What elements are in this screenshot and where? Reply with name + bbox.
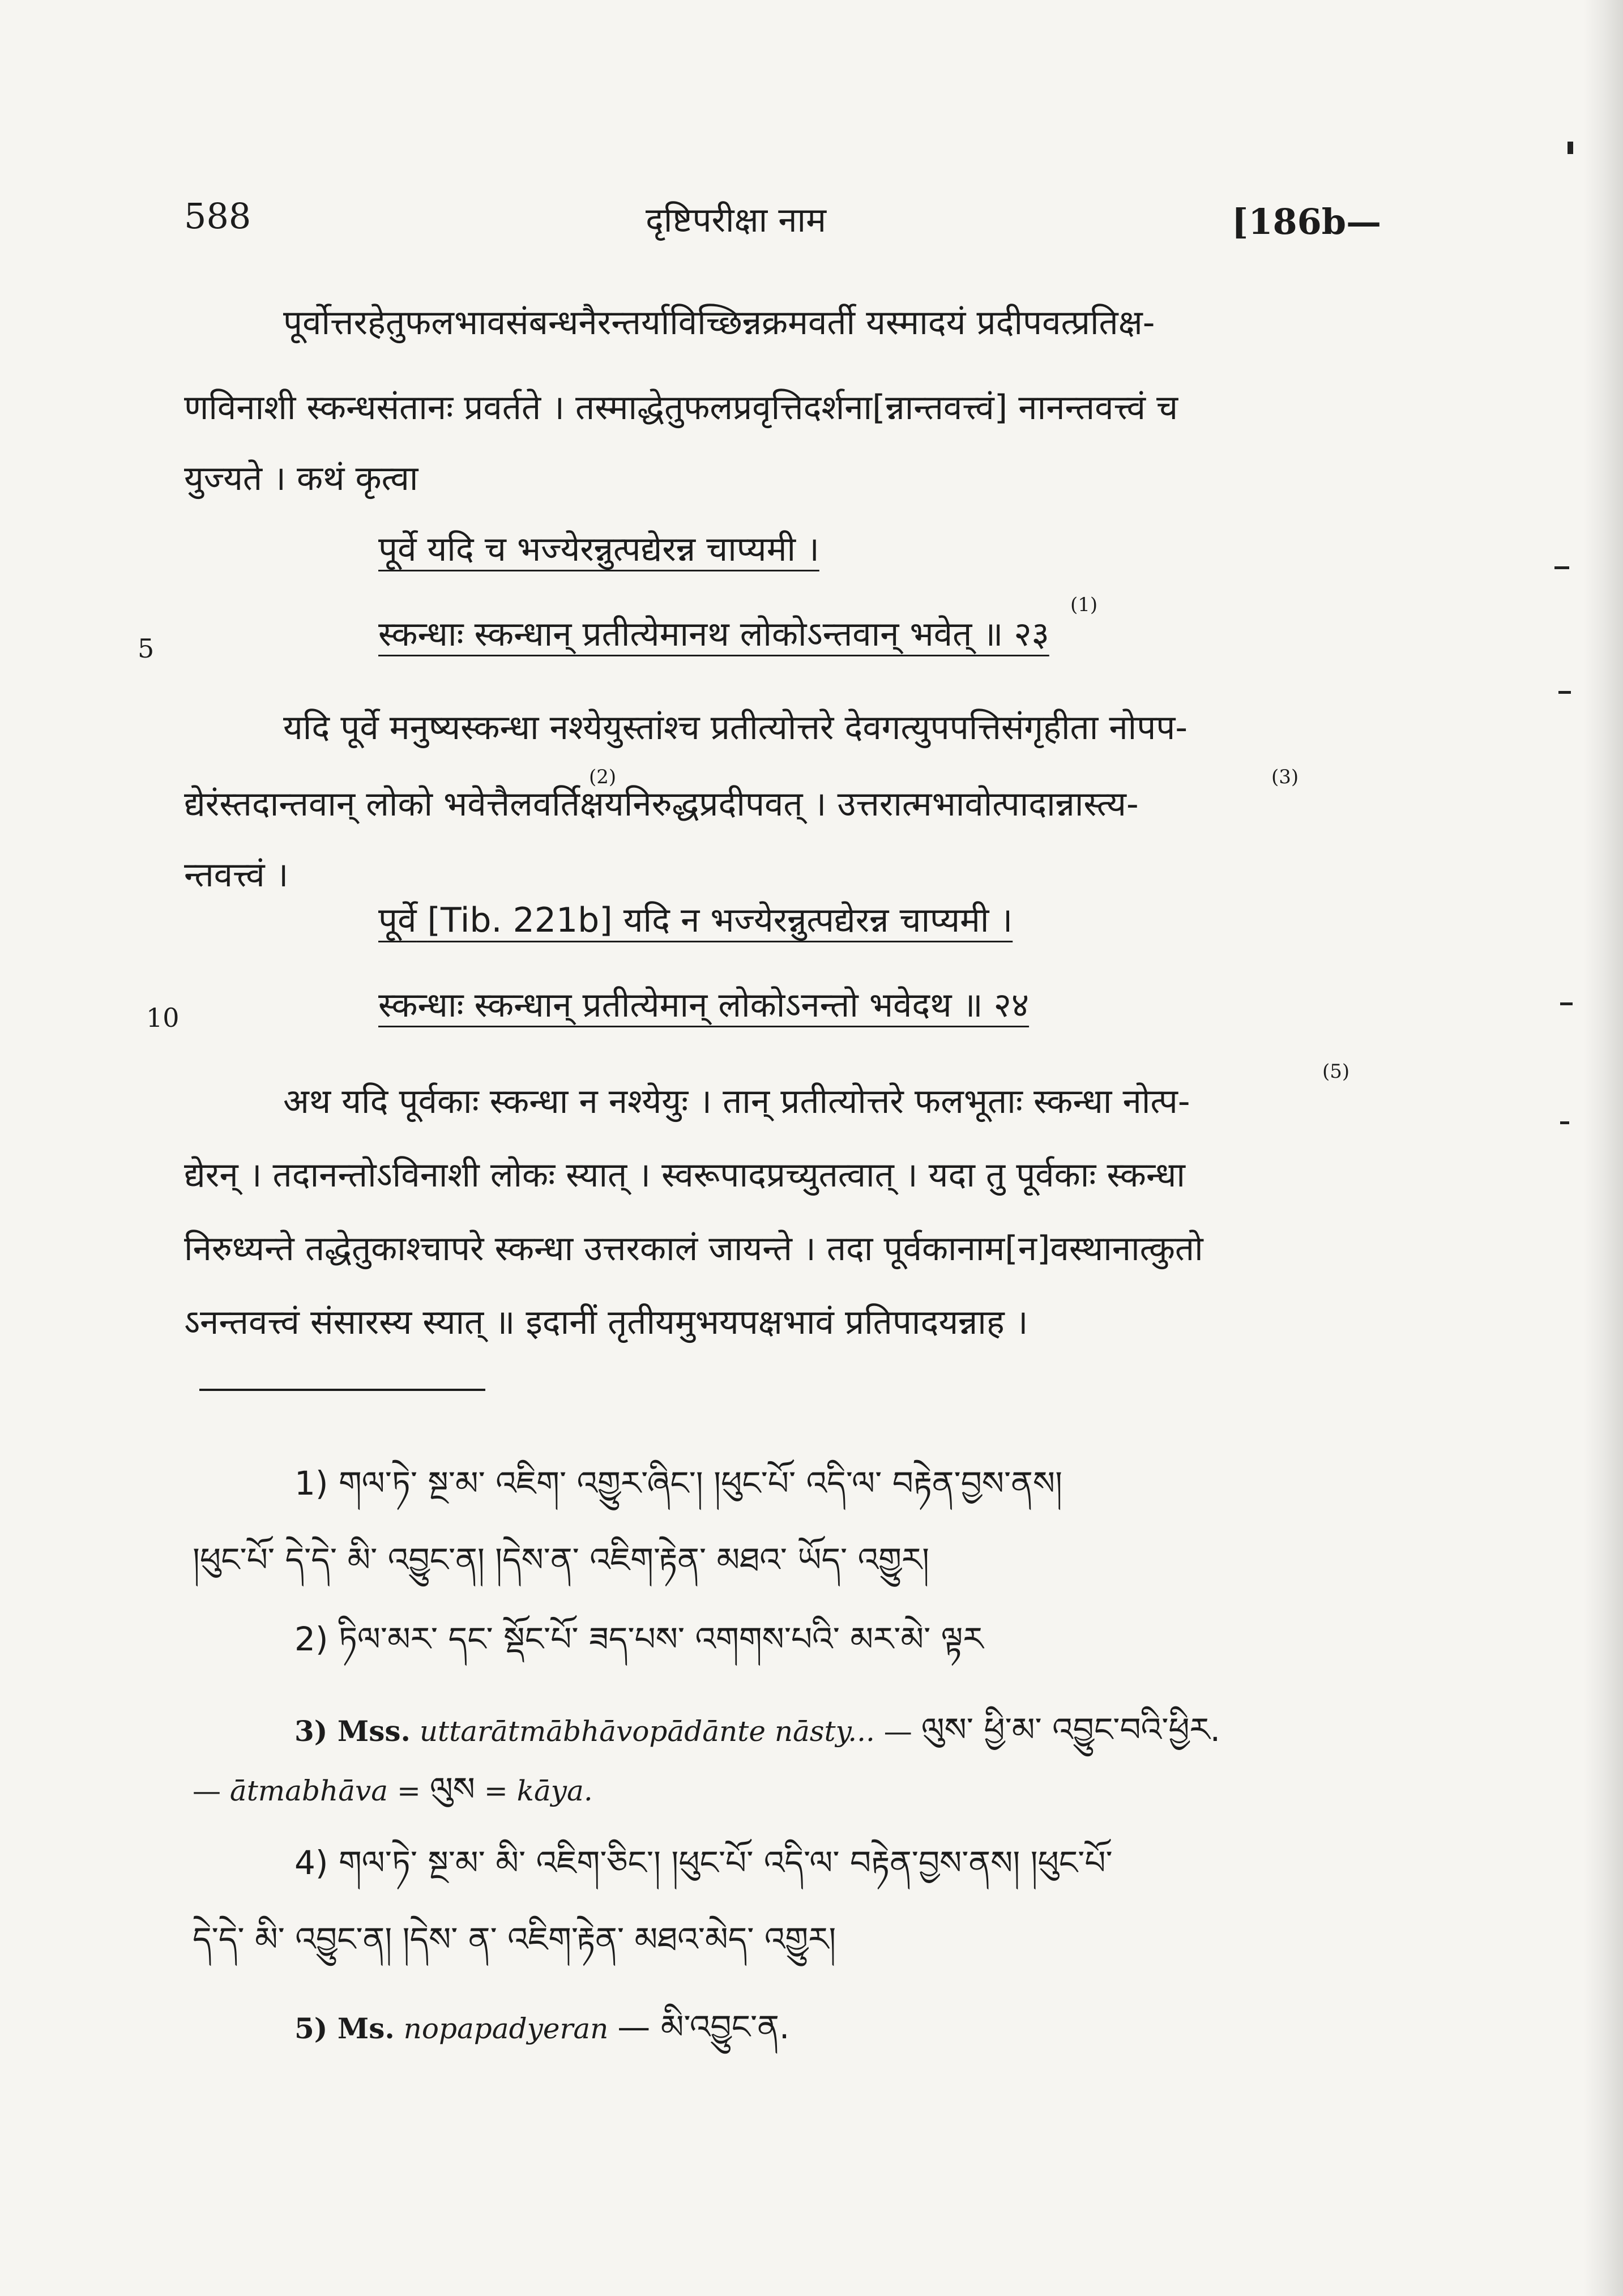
- footnote-3-term: kāya.: [516, 1774, 593, 1807]
- verse-lead-word: पूर्वे: [378, 901, 417, 940]
- line-number-5: 5: [138, 633, 155, 664]
- verse-line: पूर्वे यदि च भज्येरन्नुत्पद्येरन्न चाप्यमी ।: [378, 530, 819, 569]
- footnote-3-reading: uttarātmābhāvopādānte nāsty...: [419, 1715, 875, 1748]
- margin-mark: [1560, 1121, 1569, 1124]
- margin-mark: [1560, 1002, 1573, 1005]
- footnote-3-equals: =: [484, 1774, 508, 1807]
- body-line: द्येरन् । तदानन्तोऽविनाशी लोकः स्यात् । स्वरूपादप्रच्युतत्वात् । यदा तु पूर्वकाः स्कन्धा: [184, 1155, 1185, 1195]
- verse-line: [378, 901, 1013, 940]
- body-line: द्येरंस्तदान्तवान् लोको भवेत्तैलवर्तिक्षयनिरुद्धप्रदीपवत् । उत्तरात्मभावोत्पादान्नास्त्य-: [184, 784, 1139, 824]
- superscript-note-1: (1): [1070, 594, 1098, 616]
- margin-mark: [1568, 142, 1573, 154]
- margin-mark: [1554, 566, 1569, 569]
- footnote-1-line: །ཕུང་པོ་ དེ་དེ་ མི་ འབྱུང་ན། །དེས་ན་ འཇིག་རྟེན་ མཐའ་ ཡོད་ འགྱུར།: [193, 1540, 930, 1579]
- footnote-3-tibetan-term: ལུས: [429, 1770, 475, 1808]
- superscript-note-2: (2): [589, 766, 617, 788]
- superscript-note-5: (5): [1322, 1060, 1350, 1083]
- verse-line: स्कन्धाः स्कन्धान् प्रतीत्येमानथ लोकोऽन्तवान् भवेत् ॥ २३: [378, 614, 1049, 654]
- scan-edge-shadow: [1583, 0, 1623, 2296]
- footnote-5-tibetan: — མི་འབྱུང་ན.: [617, 2008, 790, 2046]
- body-line: युज्यते । कथं कृत्वा: [184, 459, 418, 498]
- footnote-5-reading: nopapadyeran: [403, 2012, 609, 2045]
- footnote-3-prefix: 3) Mss.: [294, 1714, 411, 1748]
- margin-mark: [1558, 691, 1571, 694]
- body-line: अथ यदि पूर्वकाः स्कन्धा न नश्येयुः । तान् प्रतीत्योत्तरे फलभूताः स्कन्धा नोत्प-: [283, 1082, 1190, 1121]
- footnote-4-line: དེ་དེ་ མི་ འབྱུང་ན། །དེས་ ན་ འཇིག་རྟེན་ མཐའ་མེད་ འགྱུར།: [193, 1920, 836, 1958]
- body-line: णविनाशी स्कन्धसंतानः प्रवर्तते । तस्माद्धेतुफलप्रवृत्तिदर्शना[न्नान्तवत्त्वं] नानन्तवत्त्वं च: [184, 388, 1178, 428]
- verse-line: स्कन्धाः स्कन्धान् प्रतीत्येमान् लोकोऽनन्तो भवेदथ ॥ २४: [378, 985, 1030, 1025]
- footnote-3-dash: —: [883, 1715, 912, 1748]
- footnote-3-tibetan: ལུས་ ཕྱི་མ་ འབྱུང་བའི་ཕྱིར.: [921, 1710, 1221, 1749]
- footnote-4-line: 4) གལ་ཏེ་ སྔ་མ་ མི་ འཇིག་ཅིང་། །ཕུང་པོ་ འདི་ལ་ བརྟེན་བྱས་ནས། །ཕུང་པོ་: [294, 1843, 1113, 1882]
- body-line: पूर्वोत्तरहेतुफलभावसंबन्धनैरन्तर्याविच्छिन्नक्रमवर्ती यस्मादयं प्रदीपवत्प्रतिक्ष-: [283, 303, 1155, 343]
- body-line: निरुध्यन्ते तद्धेतुकाश्चापरे स्कन्धा उत्तरकालं जायन्ते । तदा पूर्वकानाम[न]वस्थानात्कुतो: [184, 1229, 1203, 1269]
- footnote-2: 2) ཏིལ་མར་ དང་ སྡོང་པོ་ ཟད་པས་ འགགས་པའི་ མར་མེ་ ལྟར: [294, 1620, 984, 1658]
- page-number: 588: [184, 195, 251, 237]
- footnote-separator: [199, 1389, 485, 1391]
- footnote-5: [294, 1991, 789, 2083]
- body-line: यदि पूर्वे मनुष्यस्कन्धा नश्येयुस्तांश्च प्रतीत्योत्तरे देवगत्युपपत्तिसंगृहीता नोपप-: [283, 708, 1188, 748]
- verse-text: [Tib. 221b] यदि न भज्येरन्नुत्पद्येरन्न चाप्यमी ।: [427, 901, 1013, 940]
- body-line: न्तवत्त्वं ।: [184, 855, 289, 895]
- footnote-3-dash: —: [193, 1774, 221, 1807]
- footnote-3-term: ātmabhāva: [229, 1774, 388, 1807]
- page-reference: [186b—: [1232, 201, 1382, 242]
- footnote-5-prefix: 5) Ms.: [294, 2012, 395, 2045]
- superscript-note-3: (3): [1271, 766, 1299, 788]
- footnote-1-line: 1) གལ་ཏེ་ སྔ་མ་ འཇིག་ འགྱུར་ཞིང་། །ཕུང་པོ་ འདི་ལ་ བརྟེན་བྱས་ནས།: [294, 1464, 1062, 1503]
- running-title: दृष्टिपरीक्षा नाम: [646, 200, 826, 240]
- line-number-10: 10: [146, 1002, 180, 1033]
- footnote-3-equals: =: [397, 1774, 421, 1807]
- body-line: ऽनन्तवत्त्वं संसारस्य स्यात् ॥ इदानीं तृतीयमुभयपक्षभावं प्रतिपादयन्नाह ।: [184, 1303, 1028, 1342]
